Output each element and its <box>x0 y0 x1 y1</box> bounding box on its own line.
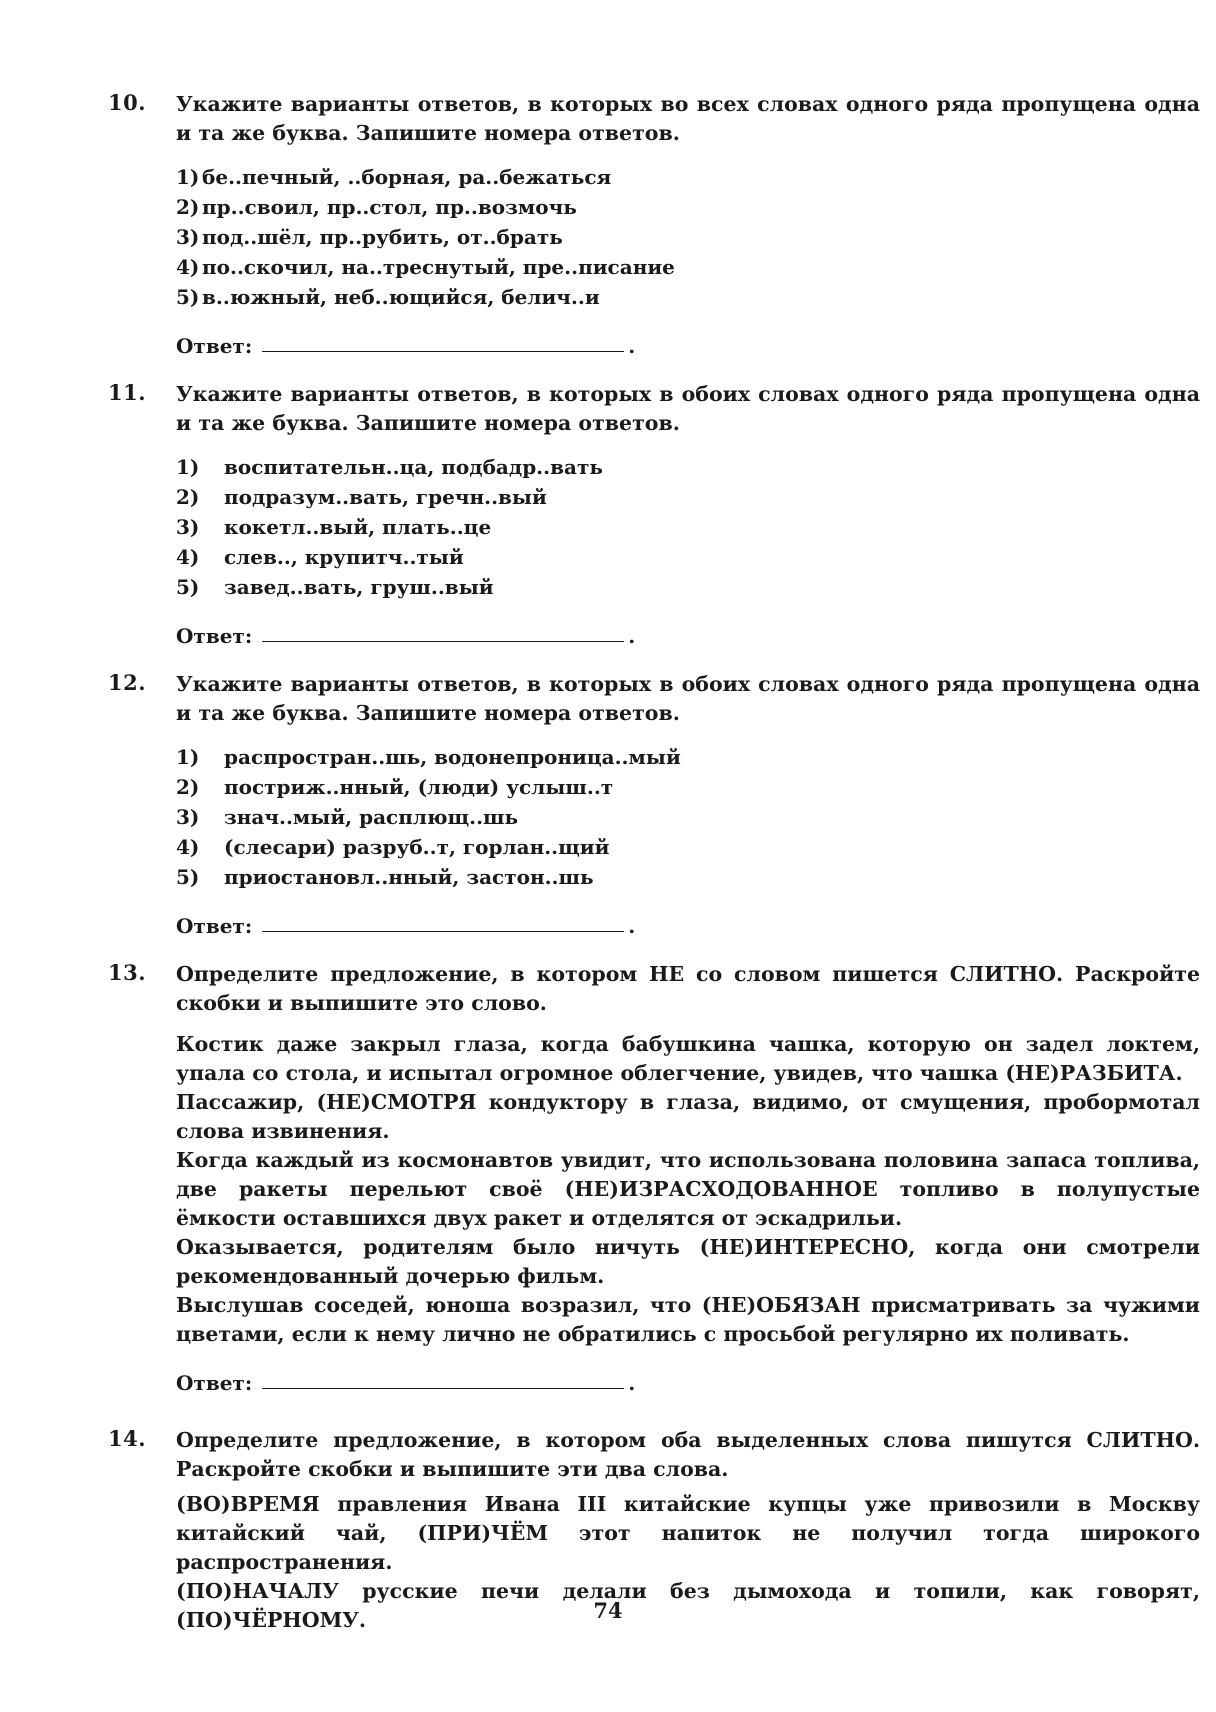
options-list <box>176 452 1200 602</box>
answer-row: Ответ: . <box>176 624 636 648</box>
task-question: Укажите варианты ответов, в которых во всех словах одного ряда пропущена одна и та же буква. Запишите номера ответов. <box>176 92 1200 145</box>
option-item: 4) слев.., крупитч..тый <box>176 545 464 569</box>
option-item: 2) пр..своил, пр..стол, пр..возмочь <box>176 195 577 219</box>
answer-line[interactable] <box>262 1387 624 1389</box>
answer-line[interactable] <box>262 350 624 352</box>
sentence: (ВО)ВРЕМЯ правления Ивана III китайские купцы уже привозили в Москву китайский чай, (ПРИ)ЧЁМ этот напиток не получил тогда широкого распространения. <box>176 1492 1200 1574</box>
task-number: 11. <box>108 380 147 405</box>
task-13 <box>108 960 1200 1395</box>
task-number: 12. <box>108 670 147 695</box>
option-item: 1) воспитательн..ца, подбадр..вать <box>176 455 603 479</box>
page-number: 74 <box>593 1598 623 1623</box>
option-item: 2) подразум..вать, гречн..вый <box>176 485 547 509</box>
answer-label: Ответ: <box>176 1371 253 1395</box>
sentence: Выслушав соседей, юноша возразил, что (НЕ)ОБЯЗАН присматривать за чужими цветами, если к нему лично не обратились с просьбой регулярно их поливать. <box>176 1293 1200 1346</box>
answer-row: Ответ: . <box>176 914 636 938</box>
task-number: 13. <box>108 960 147 985</box>
option-item: 1) бе..печный, ..борная, ра..бежаться <box>176 165 612 189</box>
task-number: 14. <box>108 1426 147 1451</box>
sentence: Оказывается, родителям было ничуть (НЕ)ИНТЕРЕСНО, когда они смотрели рекомендованный дочерью фильм. <box>176 1235 1200 1288</box>
option-item: 5) в..южный, неб..ющийся, белич..и <box>176 285 600 309</box>
answer-label: Ответ: <box>176 334 253 358</box>
answer-row: Ответ: . <box>176 1371 636 1395</box>
sentence: Костик даже закрыл глаза, когда бабушкина чашка, которую он задел локтем, упала со стола, и испытал огромное облегчение, увидев, что чашка (НЕ)РАЗБИТА. <box>176 1032 1200 1085</box>
task-question: Определите предложение, в котором оба выделенных слова пишутся СЛИТНО. Раскройте скобки и выпишите эти два слова. <box>176 1428 1200 1481</box>
option-item: 2) постриж..нный, (люди) услыш..т <box>176 775 614 799</box>
sentences-block <box>176 1030 1200 1349</box>
options-list <box>176 742 1200 892</box>
sentence: (ПО)НАЧАЛУ русские печи делали без дымохода и топили, как говорят, (ПО)ЧЁРНОМУ. <box>176 1579 1200 1632</box>
answer-label: Ответ: <box>176 914 253 938</box>
answer-line[interactable] <box>262 930 624 932</box>
task-question: Определите предложение, в котором НЕ со словом пишется СЛИТНО. Раскройте скобки и выпишите это слово. <box>176 962 1200 1015</box>
answer-label: Ответ: <box>176 624 253 648</box>
option-item: 4) по..скочил, на..треснутый, пре..писание <box>176 255 675 279</box>
option-item: 3) кокетл..вый, плать..це <box>176 515 492 539</box>
option-item: 5) приостановл..нный, застон..шь <box>176 865 594 889</box>
option-item: 5) завед..вать, груш..вый <box>176 575 494 599</box>
option-item: 3) знач..мый, расплющ..шь <box>176 805 519 829</box>
task-11 <box>108 380 1200 648</box>
task-question: Укажите варианты ответов, в которых в обоих словах одного ряда пропущена одна и та же буква. Запишите номера ответов. <box>176 382 1200 435</box>
option-item: 3) под..шёл, пр..рубить, от..брать <box>176 225 563 249</box>
answer-row: Ответ: . <box>176 334 636 358</box>
task-number: 10. <box>108 90 147 115</box>
task-10 <box>108 90 1200 358</box>
options-list <box>176 162 1200 312</box>
sentence: Когда каждый из космонавтов увидит, что использована половина запаса топлива, две ракеты перельют своё (НЕ)ИЗРАСХОДОВАННОЕ топливо в полупустые ёмкости оставшихся двух ракет и отделятся от эскадрильи. <box>176 1148 1200 1230</box>
option-item: 1) распростран..шь, водонепроница..мый <box>176 745 681 769</box>
option-item: 4) (слесари) разруб..т, горлан..щий <box>176 835 610 859</box>
task-question: Укажите варианты ответов, в которых в обоих словах одного ряда пропущена одна и та же буква. Запишите номера ответов. <box>176 672 1200 725</box>
sentence: Пассажир, (НЕ)СМОТРЯ кондуктору в глаза, видимо, от смущения, пробормотал слова извинения. <box>176 1090 1200 1143</box>
answer-line[interactable] <box>262 640 624 642</box>
task-12 <box>108 670 1200 938</box>
